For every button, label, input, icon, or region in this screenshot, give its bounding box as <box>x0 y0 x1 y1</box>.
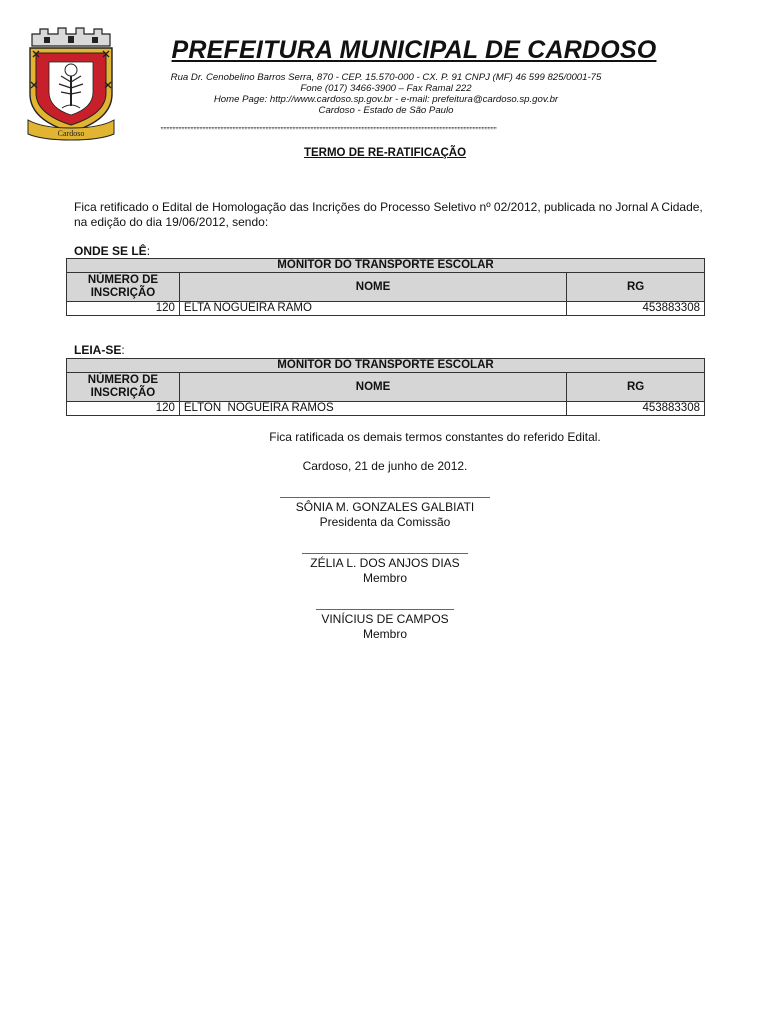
signatory-role: Membro <box>362 627 407 641</box>
column-header-rg: RG <box>567 373 705 402</box>
cell-inscricao: 120 <box>67 402 180 416</box>
municipal-crest-icon <box>22 24 120 142</box>
table-category: MONITOR DO TRANSPORTE ESCOLAR <box>67 259 705 273</box>
column-header-nome: NOME <box>179 373 566 402</box>
column-header-inscricao: NÚMERO DE INSCRIÇÃO <box>67 373 180 402</box>
document-title: TERMO DE RE-RATIFICAÇÃO <box>303 147 467 159</box>
table-row <box>67 402 705 416</box>
state-line: Cardoso - Estado de São Paulo <box>318 105 454 116</box>
column-header-rg: RG <box>567 273 705 302</box>
cell-nome: ELTON NOGUEIRA RAMOS <box>179 402 566 416</box>
table-category: MONITOR DO TRANSPORTE ESCOLAR <box>67 359 705 373</box>
dotted-divider: ,,,,,,,,,,,,,,,,,,,,,,,,,,,,,,,,,,,,,,,,,,,,,,,,,,,,,,,,,,,,,,,,,,,,,,,,,,,,,,,,,,,,,,,,,,,,,,,,,,,,,,,,,,,,,,,,,,,,,,,,,,,,,,,,,,,,,,,,,,,,,,,,,,,,,,,,,,,,,,,,,,,,,,,,,,,,,,,,,,,,,,,,,,,,,,,,,,,,,,,,,,,,,,,,,,,,,,,,,,,,,,,, <box>160 120 497 130</box>
ratification-text: Fica ratificada os demais termos constantes do referido Edital. <box>269 430 601 444</box>
signature-line <box>302 553 468 554</box>
signature-line <box>280 497 490 498</box>
web-line: Home Page: http://www.cardoso.sp.gov.br - e-mail: prefeitura@cardoso.sp.gov.br <box>213 94 559 105</box>
section-label: LEIA-SE: <box>74 343 125 357</box>
section-label: ONDE SE LÊ: <box>74 244 151 258</box>
address-line: Rua Dr. Cenobelino Barros Serra, 870 - CEP. 15.570-000 - CX. P. 91 CNPJ (MF) 46 599 825/0001-75 <box>170 72 602 83</box>
phone-line: Fone (017) 3466-3900 – Fax Ramal 222 <box>300 83 472 94</box>
place-date: Cardoso, 21 de junho de 2012. <box>302 459 468 473</box>
address-block <box>140 72 632 116</box>
signatory-name: SÔNIA M. GONZALES GALBIATI <box>295 500 475 514</box>
table-row <box>67 302 705 316</box>
page-title: PREFEITURA MUNICIPAL DE CARDOSO <box>171 36 657 64</box>
cell-inscricao: 120 <box>67 302 180 316</box>
cell-rg: 453883308 <box>567 302 705 316</box>
crest-ribbon-text: Cardoso <box>57 129 85 138</box>
column-header-nome: NOME <box>179 273 566 302</box>
signatory-role: Membro <box>362 571 407 585</box>
data-table <box>66 258 705 316</box>
cell-nome: ELTA NOGUEIRA RAMO <box>179 302 566 316</box>
signatory-role: Presidenta da Comissão <box>319 515 451 529</box>
label-text: LEIA-SE <box>74 343 122 357</box>
data-table <box>66 358 705 416</box>
signatory-name: VINÍCIUS DE CAMPOS <box>321 612 449 626</box>
signature-line <box>316 609 454 610</box>
signatory-name: ZÉLIA L. DOS ANJOS DIAS <box>310 556 460 570</box>
intro-paragraph: Fica retificado o Edital de Homologação das Incrições do Processo Seletivo nº 02/2012, publicada no Jornal A Cidade, na edição do dia 19/06/2012, sendo: <box>74 200 703 229</box>
cell-rg: 453883308 <box>567 402 705 416</box>
label-text: ONDE SE LÊ <box>74 244 147 258</box>
column-header-inscricao: NÚMERO DE INSCRIÇÃO <box>67 273 180 302</box>
